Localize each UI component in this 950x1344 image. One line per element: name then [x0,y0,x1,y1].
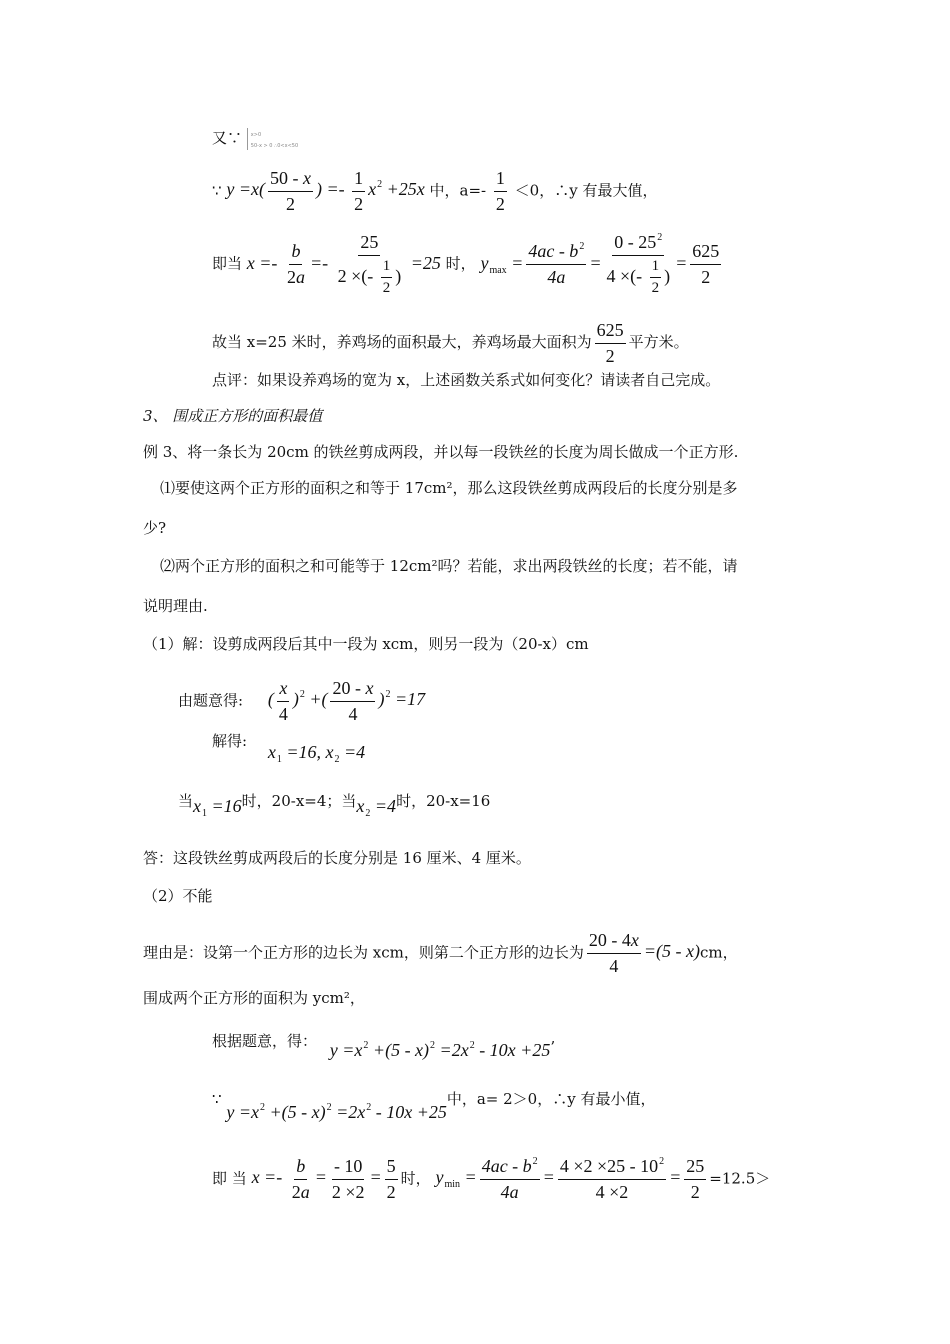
min-text: 中，a= 2＞0，∴y 有最小值， [446,1090,656,1108]
formula-x-vertex-2: x =- $\frac{b}{2a}$ = $\frac{- 10}{2 \times 2}$ = $\frac{5}{2}$ [251,1156,396,1202]
tiny-condition-top: x>0 [250,132,262,138]
solution-2: （2）不能 [143,887,213,905]
formula-x1: $x_1 =16$ [193,796,242,819]
because-symbol-2: ∵ [212,1090,222,1108]
reason-text: 理由是：设第一个正方形的边长为 xcm，则第二个正方形的边长为 [143,943,584,962]
when-text: 即当 [212,254,243,273]
formula-y2: $y =x^2 +(5 - x)^2 =2x^2 - 10x +25$ [329,1040,551,1060]
then-text: 时， [445,254,476,273]
section-heading: 3、 围成正方形的面积最值 [143,407,323,425]
formula-x-vertex: x =- $\frac{b}{2a}$ =- 25 2 ×(- $\frac{1}{2}$ ) =25 [246,232,441,296]
line-solve [212,730,366,765]
line-min [212,1084,656,1122]
line-condition [212,128,298,150]
according-text: 根据题意，得： [212,1032,318,1050]
area-fraction: $\frac{625}{2}$ [596,320,624,366]
question-1-cont: 少? [143,519,167,537]
when-text-3: 即 当 [212,1169,247,1188]
line-function [212,168,657,215]
solve-text: 解得: [212,732,248,750]
line-cases [178,790,490,818]
formula-y: y =x( $\frac{50 - x}{2}$ ) =- $\frac{1}{2}$ $x^2 +25x$ [226,168,425,214]
formula-side: $\frac{20 - 4x}{4}$ =(5 - x) [588,930,700,976]
by-condition-text: 由题意得: [178,691,244,710]
case-text-2: 时，20-x=16 [396,792,491,810]
line-setup: 根据题意，得： $y =x^2 +(5 - x)^2 =2x^2 - 10x +25$’ [212,1032,556,1060]
area-definition: 围成两个正方形的面积为 ycm²， [143,989,365,1007]
min-value-text: =12.5＞ [709,1169,771,1188]
line-conclusion [212,320,689,366]
line-vertex [212,232,724,297]
because-again-text: 又∵ [212,129,243,147]
formula-x2: $x_2 =4$ [356,796,397,819]
line-equation [178,678,425,724]
line-min-vertex [212,1156,770,1202]
example-3: 例 3、将一条长为 20cm 的铁丝剪成两段，并以每一段铁丝的长度为周长做成一个正方形. [143,443,739,461]
a-value-text: 中，a=- [429,181,487,200]
formula-ymax: $y_{max}$ = $\frac{4ac - b^2}{4a}$ = $0 - 25^2$ 4 ×(- $\frac{1}{2}$ ) = $\frac{625}{2}$ [480,232,720,296]
question-2: ⑵两个正方形的面积之和可能等于 12cm²吗？若能，求出两段铁丝的长度；若不能，请 [160,557,738,575]
conclusion-text: 故当 x=25 米时，养鸡场的面积最大，养鸡场最大面积为 [212,333,592,352]
comment: 点评：如果设养鸡场的宽为 x，上述函数关系式如何变化？请读者自己完成。 [212,371,721,389]
a-fraction: $\frac{1}{2}$ [495,168,505,214]
when-text-2: 当 [178,792,194,810]
solution-1: （1）解：设剪成两段后其中一段为 xcm，则另一段为（20-x）cm [143,635,589,653]
formula-ymin: $y_{min}$ = $\frac{4ac - b^2}{4a}$ = $\frac{4 \times 2 \times 25 - 10^2}{4 \times 2}$ = $\frac{25}{2}$ [435,1156,705,1202]
because-symbol: ∵ [212,181,222,200]
question-1: ⑴要使这两个正方形的面积之和等于 17cm²，那么这段铁丝剪成两段后的长度分别是多 [160,479,738,497]
formula-equation: ( $\frac{x}{4}$ )$^2$ +( $\frac{20 - x}{4}$ )$^2$ =17 [267,678,426,724]
conclusion-unit: 平方米。 [628,333,689,352]
formula-roots: $x_1 =16$, $x_2 =4$ [267,742,366,765]
reason-unit: cm， [699,943,738,962]
answer-1: 答：这段铁丝剪成两段后的长度分别是 16 厘米、4 厘米。 [143,849,531,867]
case-text-1: 时，20-x=4；当 [241,792,357,810]
formula-y3: $y =x^2 +(5 - x)^2 =2x^2 - 10x +25$ [226,1102,447,1122]
line-reason [143,930,738,976]
max-text: ＜0，∴y 有最大值， [514,181,658,200]
question-2-cont: 说明理由. [143,597,208,615]
then-text-2: 时， [400,1169,431,1188]
tiny-condition [247,128,298,150]
tiny-condition-bottom: 50-x > 0 ∴0<x<50 [250,143,299,149]
